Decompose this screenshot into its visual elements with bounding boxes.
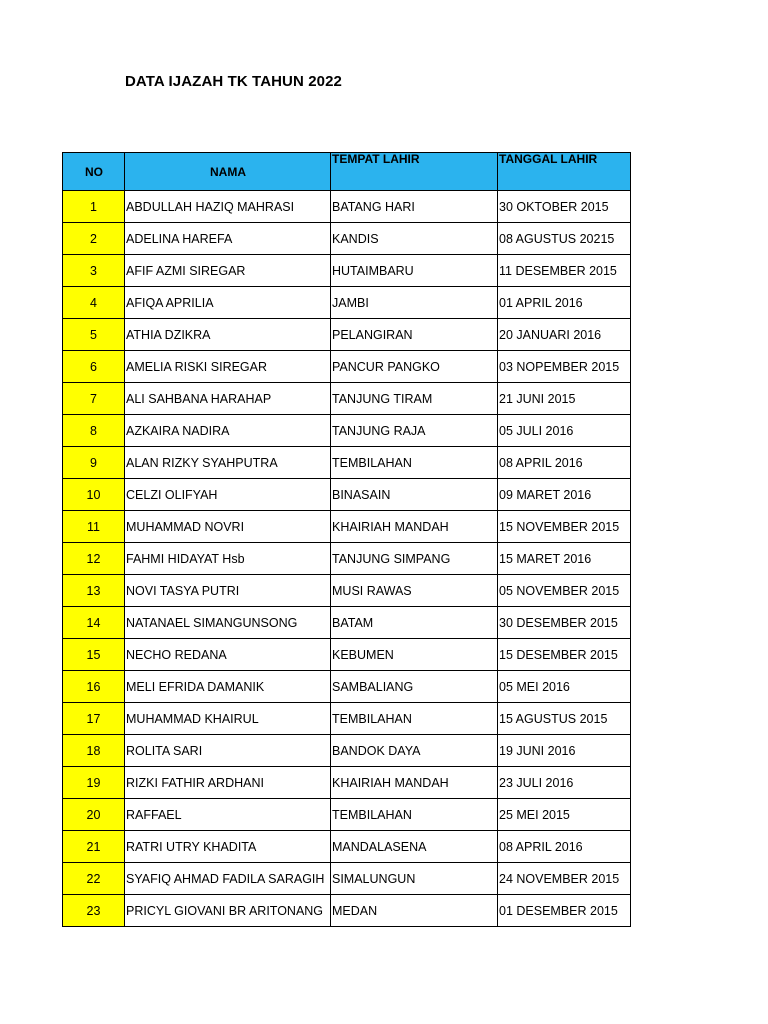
cell-no: 7 (63, 383, 125, 415)
cell-nama: AZKAIRA NADIRA (125, 415, 331, 447)
cell-no: 2 (63, 223, 125, 255)
cell-no: 20 (63, 799, 125, 831)
cell-tanggal-lahir: 03 NOPEMBER 2015 (498, 351, 631, 383)
cell-no: 14 (63, 607, 125, 639)
cell-nama: CELZI OLIFYAH (125, 479, 331, 511)
page-title: DATA IJAZAH TK TAHUN 2022 (125, 73, 342, 90)
cell-nama: AMELIA RISKI SIREGAR (125, 351, 331, 383)
cell-tanggal-lahir: 20 JANUARI 2016 (498, 319, 631, 351)
cell-no: 15 (63, 639, 125, 671)
table-row (63, 447, 631, 479)
cell-tanggal-lahir: 15 MARET 2016 (498, 543, 631, 575)
cell-tempat-lahir: SAMBALIANG (331, 671, 498, 703)
cell-nama: SYAFIQ AHMAD FADILA SARAGIH (125, 863, 331, 895)
cell-tempat-lahir: MEDAN (331, 895, 498, 927)
table-row (63, 671, 631, 703)
cell-tempat-lahir: TEMBILAHAN (331, 703, 498, 735)
cell-no: 23 (63, 895, 125, 927)
cell-tanggal-lahir: 15 DESEMBER 2015 (498, 639, 631, 671)
header-nama: NAMA (125, 153, 331, 191)
table-row (63, 735, 631, 767)
cell-no: 22 (63, 863, 125, 895)
table-row (63, 191, 631, 223)
table-row (63, 287, 631, 319)
cell-tanggal-lahir: 01 DESEMBER 2015 (498, 895, 631, 927)
cell-tanggal-lahir: 09 MARET 2016 (498, 479, 631, 511)
cell-tempat-lahir: KANDIS (331, 223, 498, 255)
cell-no: 9 (63, 447, 125, 479)
cell-no: 18 (63, 735, 125, 767)
table-row (63, 575, 631, 607)
cell-tempat-lahir: KEBUMEN (331, 639, 498, 671)
cell-nama: FAHMI HIDAYAT Hsb (125, 543, 331, 575)
table-row (63, 703, 631, 735)
cell-tanggal-lahir: 24 NOVEMBER 2015 (498, 863, 631, 895)
cell-tempat-lahir: JAMBI (331, 287, 498, 319)
cell-nama: ATHIA DZIKRA (125, 319, 331, 351)
cell-tanggal-lahir: 30 OKTOBER 2015 (498, 191, 631, 223)
table-row (63, 319, 631, 351)
table-row (63, 863, 631, 895)
cell-tempat-lahir: TANJUNG TIRAM (331, 383, 498, 415)
table-row (63, 831, 631, 863)
cell-tempat-lahir: KHAIRIAH MANDAH (331, 767, 498, 799)
cell-tempat-lahir: TANJUNG RAJA (331, 415, 498, 447)
cell-tempat-lahir: BATAM (331, 607, 498, 639)
cell-no: 12 (63, 543, 125, 575)
cell-nama: ABDULLAH HAZIQ MAHRASI (125, 191, 331, 223)
header-tanggal-lahir: TANGGAL LAHIR (498, 153, 631, 191)
cell-no: 10 (63, 479, 125, 511)
cell-nama: MUHAMMAD NOVRI (125, 511, 331, 543)
cell-tempat-lahir: SIMALUNGUN (331, 863, 498, 895)
cell-nama: NATANAEL SIMANGUNSONG (125, 607, 331, 639)
cell-nama: RIZKI FATHIR ARDHANI (125, 767, 331, 799)
cell-nama: ROLITA SARI (125, 735, 331, 767)
cell-no: 21 (63, 831, 125, 863)
table-row (63, 383, 631, 415)
cell-tanggal-lahir: 21 JUNI 2015 (498, 383, 631, 415)
cell-no: 8 (63, 415, 125, 447)
cell-nama: PRICYL GIOVANI BR ARITONANG (125, 895, 331, 927)
cell-tanggal-lahir: 25 MEI 2015 (498, 799, 631, 831)
cell-no: 5 (63, 319, 125, 351)
cell-tempat-lahir: PANCUR PANGKO (331, 351, 498, 383)
cell-tempat-lahir: TEMBILAHAN (331, 447, 498, 479)
table-row (63, 415, 631, 447)
cell-tanggal-lahir: 15 AGUSTUS 2015 (498, 703, 631, 735)
table-row (63, 223, 631, 255)
table-row (63, 543, 631, 575)
cell-tanggal-lahir: 01 APRIL 2016 (498, 287, 631, 319)
table-row (63, 607, 631, 639)
cell-nama: AFIQA APRILIA (125, 287, 331, 319)
cell-tempat-lahir: BANDOK DAYA (331, 735, 498, 767)
cell-nama: ALI SAHBANA HARAHAP (125, 383, 331, 415)
cell-no: 13 (63, 575, 125, 607)
table-row (63, 255, 631, 287)
cell-tempat-lahir: BATANG HARI (331, 191, 498, 223)
table-body (63, 191, 631, 927)
cell-nama: RATRI UTRY KHADITA (125, 831, 331, 863)
cell-no: 17 (63, 703, 125, 735)
table-row (63, 895, 631, 927)
cell-tanggal-lahir: 11 DESEMBER 2015 (498, 255, 631, 287)
cell-no: 6 (63, 351, 125, 383)
cell-tanggal-lahir: 30 DESEMBER 2015 (498, 607, 631, 639)
cell-tempat-lahir: TEMBILAHAN (331, 799, 498, 831)
cell-nama: NECHO REDANA (125, 639, 331, 671)
table-row (63, 479, 631, 511)
cell-no: 19 (63, 767, 125, 799)
cell-no: 4 (63, 287, 125, 319)
table-row (63, 799, 631, 831)
cell-tempat-lahir: BINASAIN (331, 479, 498, 511)
cell-tanggal-lahir: 15 NOVEMBER 2015 (498, 511, 631, 543)
cell-tanggal-lahir: 05 NOVEMBER 2015 (498, 575, 631, 607)
cell-tempat-lahir: MUSI RAWAS (331, 575, 498, 607)
cell-nama: RAFFAEL (125, 799, 331, 831)
cell-nama: NOVI TASYA PUTRI (125, 575, 331, 607)
cell-nama: MUHAMMAD KHAIRUL (125, 703, 331, 735)
table-row (63, 639, 631, 671)
cell-tempat-lahir: MANDALASENA (331, 831, 498, 863)
cell-tanggal-lahir: 19 JUNI 2016 (498, 735, 631, 767)
cell-tempat-lahir: KHAIRIAH MANDAH (331, 511, 498, 543)
cell-tanggal-lahir: 05 JULI 2016 (498, 415, 631, 447)
cell-tempat-lahir: HUTAIMBARU (331, 255, 498, 287)
cell-nama: ALAN RIZKY SYAHPUTRA (125, 447, 331, 479)
table-row (63, 511, 631, 543)
cell-tempat-lahir: PELANGIRAN (331, 319, 498, 351)
header-tempat-lahir: TEMPAT LAHIR (331, 153, 498, 191)
table-row (63, 351, 631, 383)
header-no: NO (63, 153, 125, 191)
cell-tanggal-lahir: 08 APRIL 2016 (498, 447, 631, 479)
cell-tanggal-lahir: 08 AGUSTUS 20215 (498, 223, 631, 255)
cell-tempat-lahir: TANJUNG SIMPANG (331, 543, 498, 575)
cell-no: 11 (63, 511, 125, 543)
cell-no: 1 (63, 191, 125, 223)
cell-nama: MELI EFRIDA DAMANIK (125, 671, 331, 703)
cell-tanggal-lahir: 23 JULI 2016 (498, 767, 631, 799)
cell-no: 3 (63, 255, 125, 287)
cell-tanggal-lahir: 08 APRIL 2016 (498, 831, 631, 863)
cell-no: 16 (63, 671, 125, 703)
table-header (63, 153, 631, 191)
students-table (62, 152, 631, 927)
cell-nama: ADELINA HAREFA (125, 223, 331, 255)
header-row (63, 153, 631, 191)
cell-tanggal-lahir: 05 MEI 2016 (498, 671, 631, 703)
table-row (63, 767, 631, 799)
cell-nama: AFIF AZMI SIREGAR (125, 255, 331, 287)
